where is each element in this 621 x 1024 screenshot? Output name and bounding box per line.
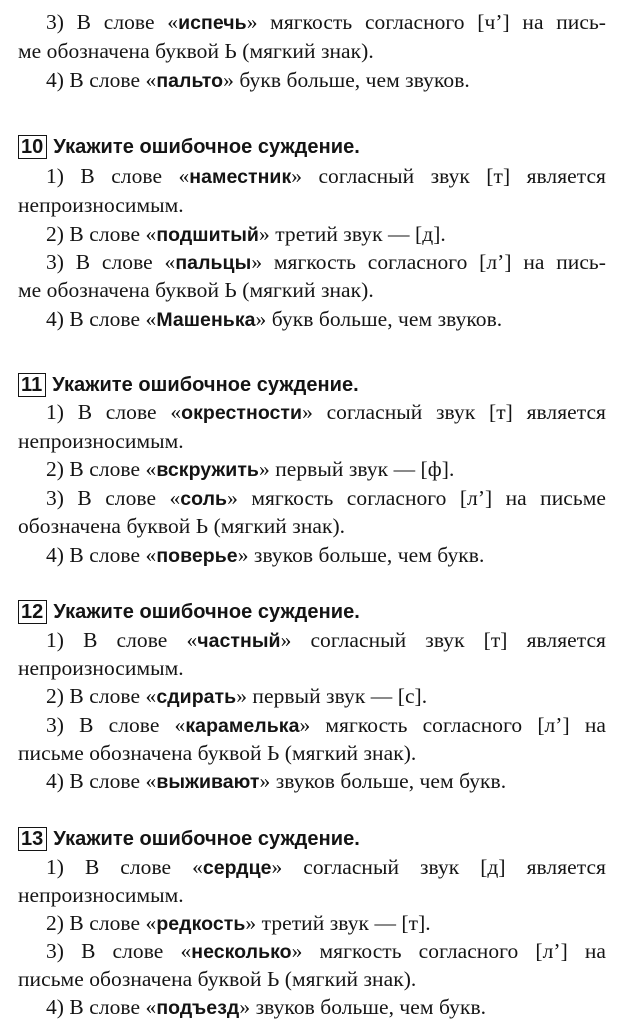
- keyword: поверье: [156, 545, 238, 567]
- keyword: пальцы: [175, 252, 252, 274]
- task-13-option-3-line-2: письме обозначена буквой Ь (мягкий знак).: [18, 967, 417, 991]
- task-number-box: 13: [18, 827, 47, 851]
- task-11-option-1-line-2: непроизносимым.: [18, 429, 184, 453]
- keyword: вскружить: [156, 459, 259, 481]
- task-10-option-1-line-1: 1) В слове «наместник» согласный звук [т] является: [46, 164, 606, 188]
- task-13-option-1-line-1: 1) В слове «сердце» согласный звук [д] является: [46, 855, 606, 879]
- keyword: частный: [197, 630, 281, 652]
- keyword: подшитый: [156, 224, 259, 246]
- task-10-option-2: 2) В слове «подшитый» третий звук — [д].: [46, 222, 446, 246]
- keyword: соль: [180, 488, 228, 510]
- task-13-option-1-line-2: непроизносимым.: [18, 883, 184, 907]
- task-number-box: 10: [18, 135, 47, 159]
- keyword: сдирать: [156, 686, 237, 708]
- keyword: подъезд: [156, 997, 240, 1019]
- keyword: окрестности: [181, 402, 303, 424]
- task-number-box: 12: [18, 600, 47, 624]
- task-12-option-2: 2) В слове «сдирать» первый звук — [с].: [46, 684, 428, 708]
- task-11-option-1-line-1: 1) В слове «окрестности» согласный звук [т] является: [46, 400, 606, 424]
- task-11-option-3-line-1: 3) В слове «соль» мягкость согласного [л’] на письме: [46, 486, 606, 510]
- task-12-option-1-line-1: 1) В слове «частный» согласный звук [т] является: [46, 628, 606, 652]
- task-13-heading: 13 Укажите ошибочное суждение.: [18, 825, 606, 853]
- task-11-option-4: 4) В слове «поверье» звуков больше, чем букв.: [46, 543, 485, 567]
- option-3-line-2: ме обозначена буквой Ь (мягкий знак).: [18, 39, 374, 63]
- keyword: Машенька: [156, 309, 256, 331]
- keyword: наместник: [189, 166, 292, 188]
- task-10-option-4: 4) В слове «Машенька» букв больше, чем звуков.: [46, 307, 503, 331]
- task-10-option-3-line-1: 3) В слове «пальцы» мягкость согласного [л’] на пись-: [46, 250, 607, 274]
- task-12-option-3-line-1: 3) В слове «карамелька» мягкость согласного [л’] на: [46, 713, 606, 737]
- option-4: 4) В слове «пальто» букв больше, чем звуков.: [46, 68, 470, 92]
- keyword: сердце: [202, 857, 272, 879]
- task-10-heading: 10 Укажите ошибочное суждение.: [18, 133, 606, 161]
- keyword: испечь: [178, 12, 247, 34]
- keyword: карамелька: [185, 715, 300, 737]
- keyword: несколько: [191, 941, 292, 963]
- task-12-option-3-line-2: письме обозначена буквой Ь (мягкий знак).: [18, 741, 417, 765]
- task-13-option-3-line-1: 3) В слове «несколько» мягкость согласного [л’] на: [46, 939, 606, 963]
- task-11-option-2: 2) В слове «вскружить» первый звук — [ф].: [46, 457, 455, 481]
- task-12-heading: 12 Укажите ошибочное суждение.: [18, 598, 606, 626]
- task-12-option-4: 4) В слове «выживают» звуков больше, чем букв.: [46, 769, 507, 793]
- task-10-option-3-line-2: ме обозначена буквой Ь (мягкий знак).: [18, 278, 374, 302]
- keyword: редкость: [156, 913, 246, 935]
- keyword: выживают: [156, 771, 260, 793]
- keyword: пальто: [156, 70, 224, 92]
- option-3-line-1: 3) В слове «испечь» мягкость согласного [ч’] на пись-: [46, 10, 607, 34]
- task-13-option-2: 2) В слове «редкость» третий звук — [т].: [46, 911, 431, 935]
- task-number-box: 11: [18, 373, 46, 397]
- task-11-option-3-line-2: обозначена буквой Ь (мягкий знак).: [18, 514, 346, 538]
- task-13-option-4: 4) В слове «подъезд» звуков больше, чем букв.: [46, 995, 487, 1019]
- task-12-option-1-line-2: непроизносимым.: [18, 656, 184, 680]
- task-10-option-1-line-2: непроизносимым.: [18, 193, 184, 217]
- task-11-heading: 11 Укажите ошибочное суждение.: [18, 371, 606, 399]
